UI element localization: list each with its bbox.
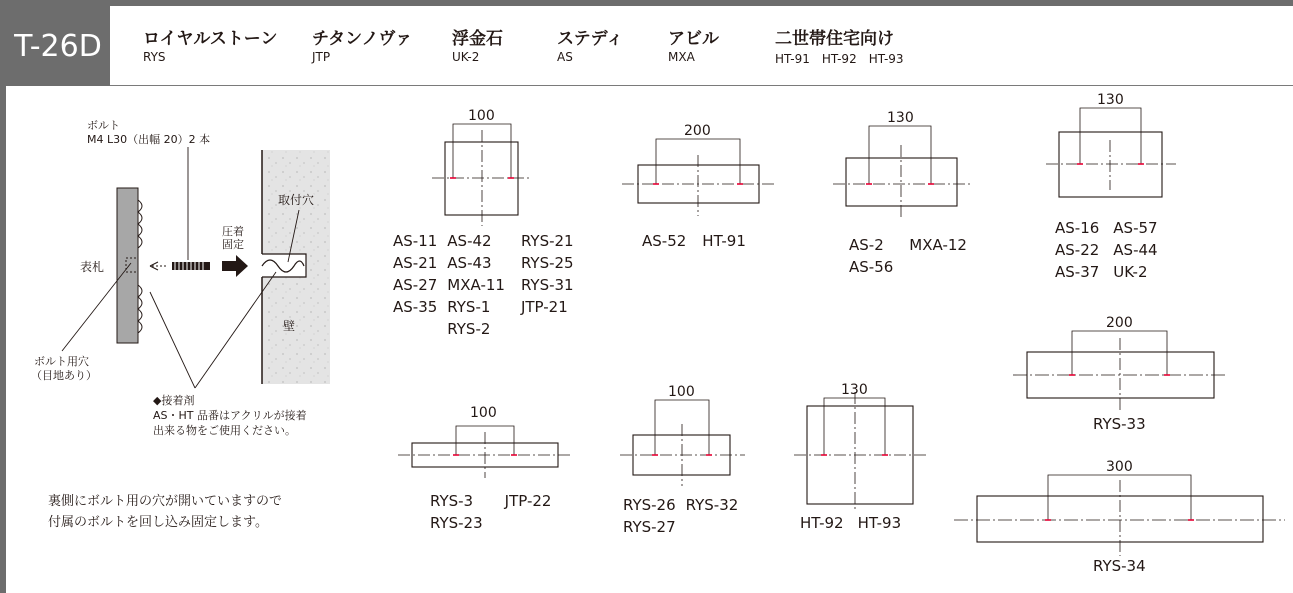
dimension-label: 200 [1106, 315, 1133, 331]
model-code: AS-16 [1055, 219, 1100, 237]
model-code: RYS-2 [447, 320, 491, 338]
model-code: RYS-25 [520, 254, 574, 272]
model-list-6 [430, 491, 551, 533]
dimension-label: 200 [684, 123, 711, 139]
model-code: RYS-34 [1093, 557, 1146, 575]
series-code: JTP [312, 50, 331, 64]
model-code: RYS-3 [430, 492, 474, 510]
series-name: ステディ [557, 29, 624, 49]
model-code: RYS-32 [685, 496, 739, 514]
model-code: JTP-21 [520, 298, 568, 316]
model-code: RYS-33 [1093, 415, 1146, 433]
dimension-label: 130 [887, 110, 914, 126]
dimension-label: 100 [468, 108, 495, 124]
series-name: チタンノヴァ [312, 29, 413, 49]
model-code: HT-93 [857, 514, 902, 532]
bolt-hole-note: （目地あり） [31, 369, 97, 382]
model-list-9 [1093, 556, 1146, 576]
model-code: HT-92 [800, 514, 844, 532]
mount-hole-label: 取付穴 [278, 193, 315, 207]
hole-pattern-7 [620, 400, 745, 486]
model-list-3 [849, 235, 967, 277]
model-code: UK-2 [1113, 263, 1148, 281]
model-code [505, 513, 552, 533]
model-list-4 [1055, 218, 1158, 282]
model-code: RYS-31 [520, 276, 574, 294]
model-code: AS-43 [447, 254, 492, 272]
model-code [909, 257, 967, 277]
hole-pattern-1 [432, 124, 531, 226]
model-code: RYS-27 [623, 518, 676, 536]
nameplate-label: 表札 [80, 260, 105, 274]
model-code: AS-21 [393, 254, 438, 272]
dimension-label: 130 [1097, 92, 1124, 108]
dimension-label: 100 [470, 405, 497, 421]
model-list-2 [642, 231, 746, 251]
product-code-badge: T-26D [6, 6, 110, 86]
model-code: RYS-26 [623, 496, 676, 514]
dimension-label: 130 [841, 382, 868, 398]
series-code: UK-2 [452, 50, 480, 64]
instruction-text: 裏側にボルト用の穴が開いていますので [48, 494, 283, 509]
hole-pattern-6 [398, 426, 572, 478]
dimension-label: 100 [668, 384, 695, 400]
model-code: MXA-12 [909, 236, 967, 254]
model-code: AS-44 [1113, 241, 1158, 259]
series-code: HT-91 HT-92 HT-93 [775, 52, 904, 66]
adhesive-title: ◆接着剤 [153, 394, 195, 407]
series-code: AS [557, 50, 573, 64]
bolt-spec: M4 L30（出幅 20）2 本 [87, 133, 211, 146]
series-name: 二世帯住宅向け [775, 29, 894, 49]
series-name: 浮金石 [452, 29, 503, 49]
hole-pattern-2 [622, 139, 775, 216]
model-code: AS-52 [642, 232, 687, 250]
press-fix-label-2: 固定 [222, 238, 244, 251]
model-code: HT-91 [702, 232, 746, 250]
model-code: AS-57 [1113, 219, 1158, 237]
press-fix-label: 圧着 [222, 225, 244, 238]
model-code [686, 517, 739, 537]
model-code: AS-42 [447, 232, 492, 250]
model-code: JTP-22 [504, 492, 552, 510]
model-code: RYS-23 [430, 514, 483, 532]
model-code [393, 319, 437, 339]
dimension-label: 300 [1106, 459, 1133, 475]
model-code: AS-11 [393, 232, 438, 250]
bolt-label: ボルト [87, 119, 120, 132]
model-list-7 [623, 495, 738, 537]
adhesive-note: AS・HT 品番はアクリルが接着 [153, 409, 307, 422]
model-code: AS-2 [849, 236, 884, 254]
series-code: RYS [143, 50, 166, 64]
model-code: MXA-11 [447, 276, 505, 294]
model-code [515, 319, 574, 339]
adhesive-note-2: 出来る物をご使用ください。 [153, 424, 296, 437]
hole-pattern-9 [954, 475, 1285, 556]
series-name: アビル [668, 29, 719, 49]
series-code: MXA [668, 50, 695, 64]
series-name: ロイヤルストーン [143, 29, 278, 49]
bolt-hole-label: ボルト用穴 [34, 355, 89, 368]
model-list-1 [393, 231, 574, 339]
hole-pattern-3 [833, 126, 970, 220]
model-code: AS-22 [1055, 241, 1100, 259]
hole-pattern-5 [1013, 331, 1225, 410]
model-list-5 [1093, 414, 1146, 434]
instruction-text-2: 付属のボルトを回し込み固定します。 [48, 515, 268, 530]
model-list-8 [800, 513, 901, 533]
hole-pattern-8 [794, 392, 926, 512]
wall-label: 壁 [283, 319, 296, 333]
hole-pattern-4 [1046, 108, 1176, 197]
model-code: AS-37 [1055, 263, 1100, 281]
model-code: AS-56 [849, 258, 894, 276]
model-code: RYS-21 [520, 232, 574, 250]
model-code: AS-35 [393, 298, 438, 316]
model-code: AS-27 [393, 276, 438, 294]
model-code: RYS-1 [447, 298, 491, 316]
